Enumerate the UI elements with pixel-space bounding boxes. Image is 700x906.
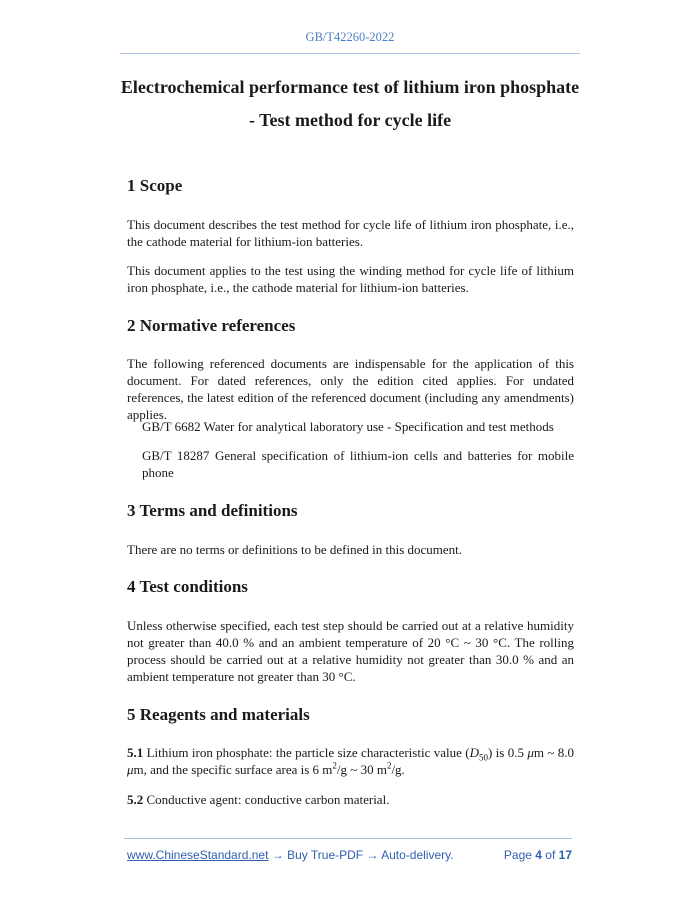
normative-intro-paragraph: The following referenced documents are indispensable for the application of this document. For dated references, only the edition cited applies. For undated references, the latest edition of the referenced document (including any amendments) applies. [127, 356, 574, 422]
clause-number: 5.2 [127, 792, 144, 807]
scope-paragraph-2: This document applies to the test using the winding method for cycle life of lithium iron phosphate, i.e., the cathode material for lithium-ion batteries. [127, 263, 574, 295]
chinesestandard-link[interactable]: www.ChineseStandard.net [127, 848, 269, 862]
footer-divider [124, 838, 572, 839]
document-title: Electrochemical performance test of lithium iron phosphate [120, 77, 580, 97]
reference-item: GB/T 6682 Water for analytical laboratory use - Specification and test methods [142, 419, 554, 434]
section-heading-terms: 3 Terms and definitions [127, 501, 298, 520]
section-heading-reagents: 5 Reagents and materials [127, 705, 310, 724]
section-heading-test-conditions: 4 Test conditions [127, 577, 248, 596]
symbol-d50: D [469, 745, 479, 760]
reference-item: GB/T 18287 General specification of lithium-ion cells and batteries for mobile phone [142, 448, 574, 480]
scope-paragraph-1: This document describes the test method for cycle life of lithium iron phosphate, i.e., the cathode material for lithium-ion batteries. [127, 217, 574, 249]
section-heading-normative-references: 2 Normative references [127, 316, 296, 335]
terms-paragraph: There are no terms or definitions to be defined in this document. [127, 542, 463, 557]
page-footer [127, 848, 572, 864]
reagent-item-5-1: 5.1 Lithium iron phosphate: the particle size characteristic value $(D_{50})$ is 0.5 μm ~ 8.0 μm, and the specific surface area is 6 $m^2/g$ ~ 30 $m^2/g$. [127, 745, 574, 777]
clause-number: 5.1 [127, 745, 144, 760]
reagent-item-5-2: 5.2 Conductive agent: conductive carbon material. [127, 792, 390, 807]
section-heading-scope: 1 Scope [127, 176, 183, 195]
page-indicator: Page 4 of 17 [503, 848, 572, 862]
test-conditions-paragraph: Unless otherwise specified, each test step should be carried out at a relative humidity not greater than 40.0 % and an ambient temperature of 20 °C ~ 30 °C. The rolling process should be carried out at a relative humidity not greater than 30.0 % and an ambient temperature not greater than 30 °C. [127, 618, 574, 684]
footer-promo: → Buy True-PDF → Auto-delivery. [268, 848, 454, 862]
header-divider [120, 53, 580, 54]
total-pages: 17 [558, 848, 572, 862]
current-page-number: 4 [535, 848, 542, 862]
running-header: GB/T42260-2022 [305, 30, 395, 44]
document-subtitle: - Test method for cycle life [248, 110, 452, 130]
